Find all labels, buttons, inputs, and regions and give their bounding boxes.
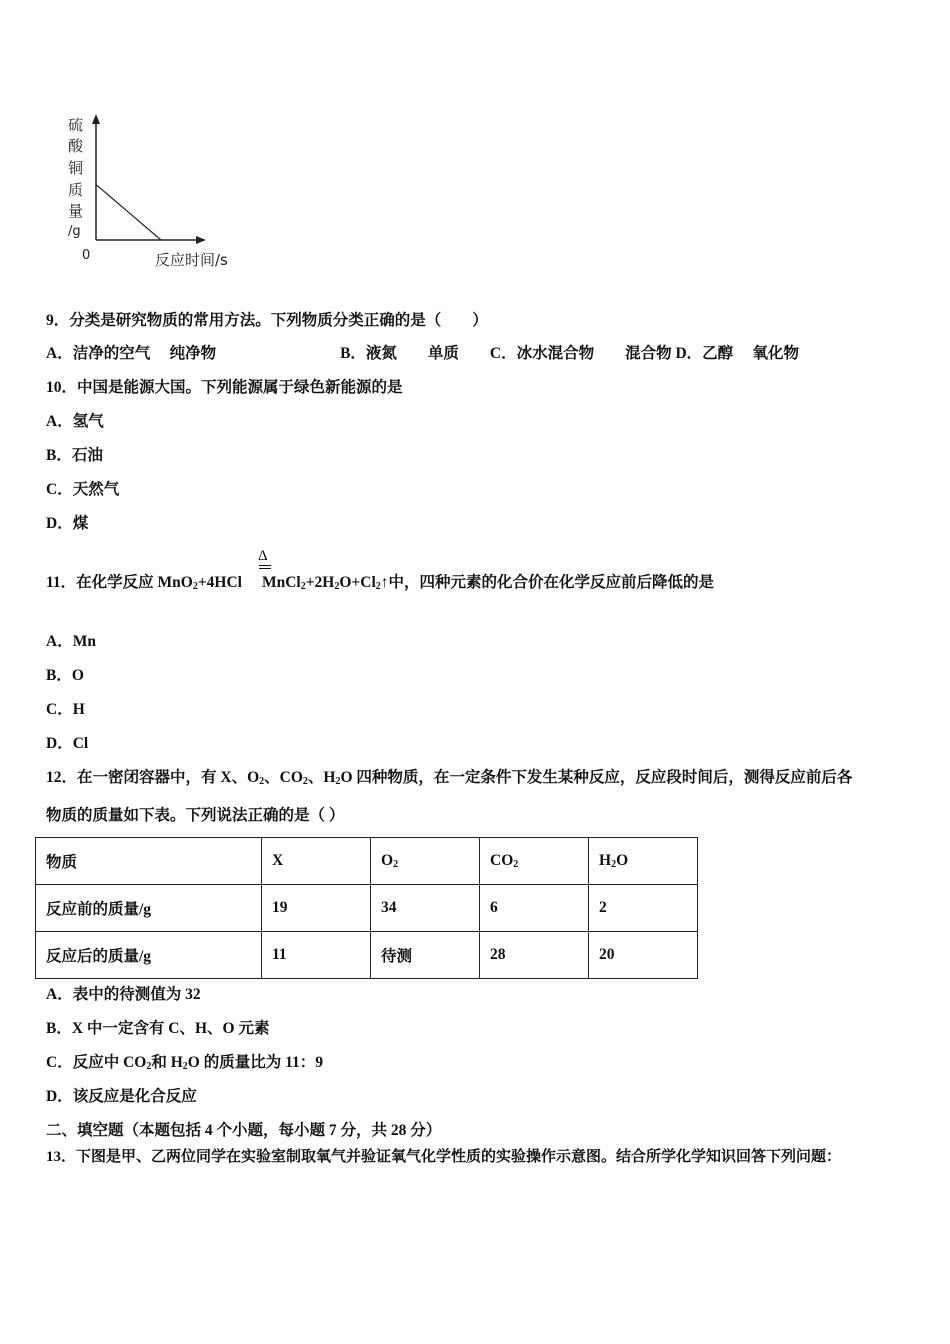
q12-option-b: B．X 中一定含有 C、H、O 元素 xyxy=(46,1020,270,1037)
q12-option-a: A．表中的待测值为 32 xyxy=(46,986,201,1003)
q11-stem: 11．在化学反应 MnO$_2$+4HCl $MnCl_2+2H_2O+Cl_2↑$中，四种元素的化合价在化学反应前后降低的是 xyxy=(46,574,715,592)
section-2-heading: 二、填空题（本题包括 4 个小题，每小题 7 分，共 28 分） xyxy=(46,1122,442,1139)
q12-option-d: D．该反应是化合反应 xyxy=(46,1088,197,1105)
header-o2: $O_2$ xyxy=(371,838,480,885)
q10-option-b: B．石油 xyxy=(46,447,103,464)
q11-option-c: C．H xyxy=(46,701,85,718)
y-label-char-3: 铜 xyxy=(68,159,84,177)
y-label-char-4: 质 xyxy=(68,181,84,199)
y-label-char-5: 量 xyxy=(68,202,84,220)
q11-option-d: D．Cl xyxy=(46,735,89,752)
y-label-char-1: 硫 xyxy=(68,116,84,134)
heat-symbol: Δ xyxy=(258,548,268,564)
q12-option-c: C．反应中 $CO_2$和 $H_2O$ 的质量比为 11：9 xyxy=(46,1054,323,1072)
series-line xyxy=(96,185,161,240)
row1-h2o: 2 xyxy=(589,885,698,932)
row2-co2: 28 xyxy=(480,932,589,979)
y-label-char-6: /g xyxy=(68,224,81,239)
row2-x: 11 xyxy=(262,932,371,979)
q11-option-b: B．O xyxy=(46,667,84,684)
q11-option-a: A．Mn xyxy=(46,633,96,650)
origin-label: 0 xyxy=(82,248,91,263)
equals-bar-top xyxy=(259,565,271,566)
row2-label: 反应后的质量/g xyxy=(36,932,262,979)
header-co2: $CO_2$ xyxy=(480,838,589,885)
row1-x: 19 xyxy=(262,885,371,932)
mass-table xyxy=(35,837,698,979)
row1-co2: 6 xyxy=(480,885,589,932)
table-row xyxy=(36,885,698,932)
table-header-row xyxy=(36,838,698,885)
row1-label: 反应前的质量/g xyxy=(36,885,262,932)
q10-option-a: A．氢气 xyxy=(46,413,104,430)
header-h2o: $H_2O$ xyxy=(589,838,698,885)
q10-option-c: C．天然气 xyxy=(46,481,120,498)
q9-options: A．洁净的空气 纯净物 B．液氮 单质 C．冰水混合物 混合物 D．乙醇 氧化物 xyxy=(46,345,800,362)
q13-stem: 13．下图是甲、乙两位同学在实验室制取氧气并验证氧气化学性质的实验操作示意图。结合所学化学知识回答下列问题： xyxy=(46,1149,842,1165)
equals-bar-bottom xyxy=(259,568,271,569)
q9-stem: 9．分类是研究物质的常用方法。下列物质分类正确的是（ ） xyxy=(46,312,488,329)
header-x: X xyxy=(262,838,371,885)
header-substance: 物质 xyxy=(36,838,262,885)
q10-stem: 10．中国是能源大国。下列能源属于绿色新能源的是 xyxy=(46,379,403,396)
row2-o2: 待测 xyxy=(371,932,480,979)
x-axis-arrow xyxy=(196,236,206,244)
x-axis-label: 反应时间/s xyxy=(155,251,228,269)
row2-h2o: 20 xyxy=(589,932,698,979)
q12-stem-line2: 物质的质量如下表。下列说法正确的是（ ） xyxy=(46,807,345,824)
q10-option-d: D．煤 xyxy=(46,515,89,532)
table-row xyxy=(36,932,698,979)
y-label-char-2: 酸 xyxy=(68,137,84,155)
row1-o2: 34 xyxy=(371,885,480,932)
q12-stem-line1: 12．在一密闭容器中，有 X、$O_2$、$CO_2$、$H_2O$ 四种物质，在一定条件下发生某种反应，反应段时间后，测得反应前后各 xyxy=(46,769,853,787)
y-axis-arrow xyxy=(92,114,100,124)
